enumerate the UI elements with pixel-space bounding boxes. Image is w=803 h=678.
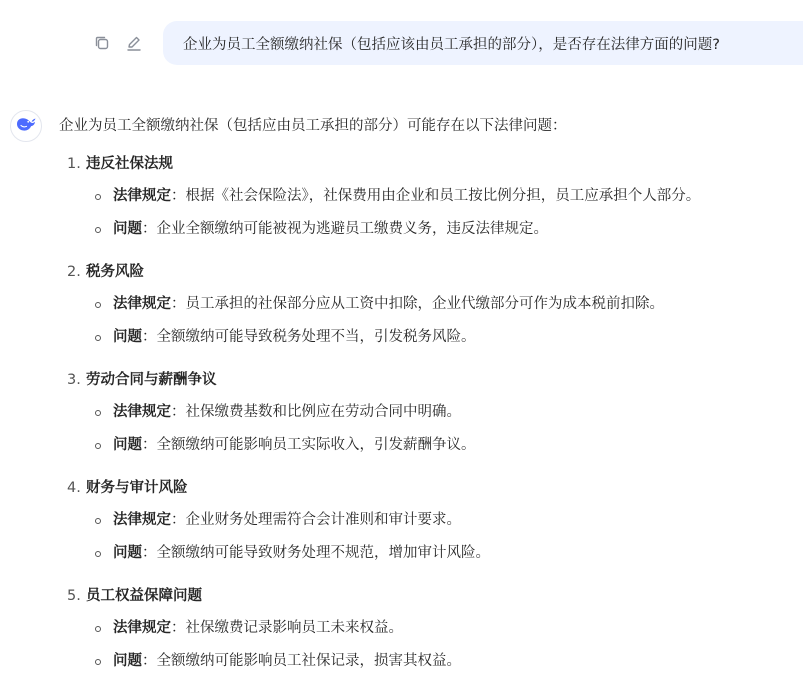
item-label: 法律规定 [113,404,171,421]
item-label: 法律规定 [113,188,171,205]
section-title [59,256,794,288]
list-item [59,645,794,678]
item-text: ：企业全额缴纳可能被视为逃避员工缴费义务，违反法律规定。 [142,221,548,238]
section-title [59,364,794,396]
item-text: ：根据《社会保险法》，社保费用由企业和员工按比例分担，员工应承担个人部分。 [171,188,701,205]
section-number: 5. [67,587,81,604]
list-item [59,537,794,570]
item-text: ：全额缴纳可能导致税务处理不当，引发税务风险。 [142,329,476,346]
section-heading: 员工权益保障问题 [86,587,202,604]
bullet-icon [95,302,101,308]
section-1 [59,148,794,246]
item-label: 法律规定 [113,620,171,637]
bullet-icon [95,518,101,524]
list-item [59,288,794,321]
item-text: ：全额缴纳可能导致财务处理不规范，增加审计风险。 [142,545,490,562]
bullet-icon [95,626,101,632]
section-title [59,472,794,504]
section-number: 2. [67,263,81,280]
section-3 [59,364,794,462]
user-message-bubble [163,21,803,65]
item-label: 问题 [113,545,142,562]
item-label: 法律规定 [113,296,171,313]
section-title [59,148,794,180]
copy-icon[interactable] [92,33,112,53]
item-text: ：员工承担的社保部分应从工资中扣除，企业代缴部分可作为成本税前扣除。 [171,296,664,313]
section-2 [59,256,794,354]
section-5 [59,580,794,678]
bullet-icon [95,227,101,233]
item-label: 问题 [113,653,142,670]
whale-logo-icon [15,115,37,137]
bullet-icon [95,335,101,341]
section-number: 1. [67,155,81,172]
item-text: ：全额缴纳可能影响员工社保记录，损害其权益。 [142,653,461,670]
section-4 [59,472,794,570]
bullet-icon [95,551,101,557]
assistant-answer [59,116,794,678]
bullet-icon [95,659,101,665]
list-item [59,321,794,354]
item-text: ：社保缴费记录影响员工未来权益。 [171,620,403,637]
answer-intro: 企业为员工全额缴纳社保（包括应由员工承担的部分）可能存在以下法律问题： [59,118,567,134]
bullet-icon [95,194,101,200]
item-text: ：社保缴费基数和比例应在劳动合同中明确。 [171,404,461,421]
list-item [59,504,794,537]
item-label: 法律规定 [113,512,171,529]
user-message-text: 企业为员工全额缴纳社保（包括应该由员工承担的部分），是否存在法律方面的问题? [183,36,720,53]
list-item [59,612,794,645]
item-label: 问题 [113,221,142,238]
edit-icon[interactable] [124,33,144,53]
list-item [59,429,794,462]
bullet-icon [95,443,101,449]
section-title [59,580,794,612]
list-item [59,396,794,429]
list-item [59,180,794,213]
list-item [59,213,794,246]
bullet-icon [95,410,101,416]
item-text: ：全额缴纳可能影响员工实际收入，引发薪酬争议。 [142,437,476,454]
section-number: 3. [67,371,81,388]
assistant-avatar [10,110,42,142]
item-text: ：企业财务处理需符合会计准则和审计要求。 [171,512,461,529]
section-heading: 财务与审计风险 [86,479,188,496]
message-actions [92,33,144,53]
section-number: 4. [67,479,81,496]
section-heading: 税务风险 [86,263,144,280]
item-label: 问题 [113,437,142,454]
user-message-row [0,21,798,65]
section-heading: 违反社保法规 [86,155,173,172]
section-heading: 劳动合同与薪酬争议 [86,371,217,388]
item-label: 问题 [113,329,142,346]
